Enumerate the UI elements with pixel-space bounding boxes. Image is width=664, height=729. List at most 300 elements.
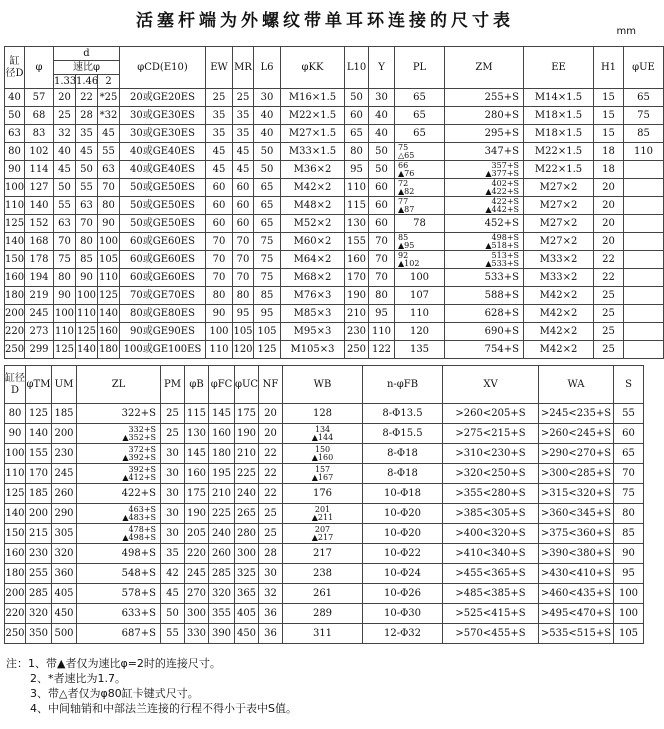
cell-zm	[445, 125, 524, 143]
cell-l6: 125	[254, 341, 281, 359]
table-row	[5, 564, 644, 584]
cell-d2: 110	[76, 305, 98, 323]
cell-wa: >430<410+S	[539, 564, 614, 584]
cell-zl	[77, 604, 161, 624]
cell-wb-line: 134	[314, 424, 331, 434]
cell-zm-line: ▲422+S	[485, 186, 519, 196]
cell-d3: 140	[98, 305, 120, 323]
cell-y: 40	[369, 125, 395, 143]
cell-zm	[445, 341, 524, 359]
cell-l10: 110	[345, 179, 369, 197]
cell-cd: 80或GE80ES	[120, 305, 206, 323]
cell-wa: >535<515+S	[539, 624, 614, 644]
cell-ue: 75	[624, 107, 664, 125]
cell-pl	[395, 323, 445, 341]
cell-pl	[395, 233, 445, 251]
cell-d1: 45	[54, 161, 76, 179]
cell-phi: 127	[25, 179, 54, 197]
table-row	[5, 107, 664, 125]
table-row	[5, 424, 644, 444]
cell-fb: 10-Φ24	[363, 564, 443, 584]
cell-phi: 219	[25, 287, 54, 305]
cell-l10: 190	[345, 287, 369, 305]
cell-pl-line: 107	[409, 290, 430, 301]
cell-zl-line: ▲412+S	[122, 472, 156, 482]
cell-d2: 63	[76, 197, 98, 215]
cell-zm-line: 498+S	[491, 232, 519, 242]
cell-tm: 185	[26, 484, 52, 504]
cell-l6: 75	[254, 251, 281, 269]
cell-nf: 20	[259, 404, 283, 424]
cell-b: 245	[185, 564, 209, 584]
cell-wa: >300<285+S	[539, 464, 614, 484]
cell-ee: M27×2	[524, 197, 594, 215]
cell-ee: M42×2	[524, 305, 594, 323]
cell-kk: M22×1.5	[281, 107, 345, 125]
cell-zl-line: ▲392+S	[122, 452, 156, 462]
cell-zl	[77, 624, 161, 644]
cell-zm-line: ▲518+S	[485, 240, 519, 250]
cell-zl	[77, 564, 161, 584]
cell-b: 300	[185, 604, 209, 624]
cell-d3: 80	[98, 197, 120, 215]
cell-y: 95	[369, 305, 395, 323]
cell-d1: 63	[54, 215, 76, 233]
cell-l10: 155	[345, 233, 369, 251]
cell-zm-line: 533+S	[484, 272, 519, 283]
cell-um: 360	[52, 564, 77, 584]
cell-d2: 140	[76, 341, 98, 359]
cell-pl-line: 120	[409, 326, 430, 337]
cell-um: 230	[52, 444, 77, 464]
cell-l10: 60	[345, 107, 369, 125]
cell-l6: 85	[254, 287, 281, 305]
cell-nf: 25	[259, 524, 283, 544]
cell-mr: 60	[233, 197, 254, 215]
cell-wb	[283, 604, 363, 624]
cell-fc: 210	[209, 484, 235, 504]
cell-pl	[395, 287, 445, 305]
cell-d3: 110	[98, 269, 120, 287]
cell-pl-line: 65	[413, 128, 426, 139]
table-row	[5, 604, 644, 624]
header-wa: WA	[539, 366, 614, 404]
cell-zm-line: ▲442+S	[485, 204, 519, 214]
cell-ee: M42×2	[524, 323, 594, 341]
cell-ee: M22×1.5	[524, 143, 594, 161]
cell-zl-line: 392+S	[128, 464, 156, 474]
cell-wb	[283, 544, 363, 564]
cell-cd: 100或GE100ES	[120, 341, 206, 359]
cell-cd: 60或GE60ES	[120, 269, 206, 287]
cell-kk: M105×3	[281, 341, 345, 359]
cell-cd: 50或GE50ES	[120, 215, 206, 233]
cell-d3: 100	[98, 233, 120, 251]
cell-b: 190	[185, 504, 209, 524]
cell-h1: 18	[594, 161, 624, 179]
cell-uc: 300	[235, 544, 259, 564]
cell-d3: 55	[98, 143, 120, 161]
cell-fc: 355	[209, 604, 235, 624]
cell-zl-line: 372+S	[128, 444, 156, 454]
cell-um: 260	[52, 484, 77, 504]
table-row	[5, 89, 664, 107]
cell-s: 80	[614, 504, 644, 524]
cell-bore: 125	[5, 484, 26, 504]
table-row	[5, 125, 664, 143]
cell-wb-line: 217	[312, 548, 333, 559]
cell-zm-line: ▲533+S	[485, 258, 519, 268]
table-row	[5, 484, 644, 504]
cell-phi: 57	[25, 89, 54, 107]
cell-s: 100	[614, 604, 644, 624]
cell-zl-line: 422+S	[121, 488, 156, 499]
cell-kk: M52×2	[281, 215, 345, 233]
cell-b: 145	[185, 444, 209, 464]
cell-fc: 225	[209, 504, 235, 524]
cell-zl	[77, 424, 161, 444]
cell-pm: 30	[161, 444, 185, 464]
cell-zm	[445, 179, 524, 197]
cell-pl-line: 72	[398, 178, 409, 188]
header-fb: n-φFB	[363, 366, 443, 404]
cell-fb: 8-Φ18	[363, 444, 443, 464]
cell-fc: 180	[209, 444, 235, 464]
cell-wb-line: ▲167	[311, 472, 334, 482]
cell-ee: M33×2	[524, 251, 594, 269]
cell-d1: 55	[54, 197, 76, 215]
cell-l6: 40	[254, 107, 281, 125]
dimension-table-lower	[4, 365, 644, 644]
cell-s: 85	[614, 524, 644, 544]
cell-ee: M18×1.5	[524, 107, 594, 125]
header-ratio-2: 1.46	[76, 76, 99, 87]
cell-pm: 50	[161, 604, 185, 624]
cell-d1: 90	[54, 287, 76, 305]
header-speed-ratio: 速比φ	[54, 61, 120, 75]
cell-d3: 63	[98, 161, 120, 179]
cell-zm	[445, 287, 524, 305]
cell-pm: 42	[161, 564, 185, 584]
cell-cd: 90或GE90ES	[120, 323, 206, 341]
cell-y: 50	[369, 161, 395, 179]
note-1: 注：1、带▲者仅为速比φ=2时的连接尺寸。	[6, 657, 221, 670]
header-phi: φ	[25, 47, 54, 89]
header-bore-2: 缸径D	[5, 366, 26, 404]
cell-ue	[624, 251, 664, 269]
cell-nf: 25	[259, 504, 283, 524]
cell-wb-line: 311	[312, 628, 333, 639]
cell-fc: 285	[209, 564, 235, 584]
cell-phi: 273	[25, 323, 54, 341]
cell-zm	[445, 161, 524, 179]
cell-pl	[395, 341, 445, 359]
cell-ue	[624, 323, 664, 341]
cell-pm: 45	[161, 584, 185, 604]
cell-wb	[283, 404, 363, 424]
cell-ew: 45	[206, 161, 233, 179]
cell-tm: 155	[26, 444, 52, 464]
cell-zm	[445, 269, 524, 287]
cell-tm: 285	[26, 584, 52, 604]
cell-wa: >260<245+S	[539, 424, 614, 444]
cell-pl-line: 66	[398, 160, 409, 170]
cell-ew: 60	[206, 197, 233, 215]
cell-nf: 20	[259, 424, 283, 444]
cell-uc: 240	[235, 484, 259, 504]
cell-tm: 230	[26, 544, 52, 564]
cell-pl-line: 85	[398, 232, 409, 242]
cell-s: 70	[614, 464, 644, 484]
cell-nf: 32	[259, 584, 283, 604]
cell-ue	[624, 215, 664, 233]
cell-bore: 160	[5, 269, 25, 287]
cell-ew: 45	[206, 143, 233, 161]
cell-pl	[395, 197, 445, 215]
cell-d3: *32	[98, 107, 120, 125]
cell-zl-line: 687+S	[121, 628, 156, 639]
cell-cd: 50或GE50ES	[120, 179, 206, 197]
header-wb: WB	[283, 366, 363, 404]
cell-um: 185	[52, 404, 77, 424]
header-pm: PM	[161, 366, 185, 404]
cell-d2: 50	[76, 161, 98, 179]
cell-h1: 25	[594, 341, 624, 359]
cell-zl-line: 332+S	[128, 424, 156, 434]
cell-mr: 60	[233, 215, 254, 233]
notes	[6, 656, 297, 716]
cell-xv: >485<385+S	[443, 584, 539, 604]
cell-s: 65	[614, 444, 644, 464]
cell-ew: 35	[206, 125, 233, 143]
cell-phi: 299	[25, 341, 54, 359]
cell-mr: 70	[233, 251, 254, 269]
cell-s: 60	[614, 424, 644, 444]
header-zm: ZM	[445, 47, 524, 89]
cell-l6: 95	[254, 305, 281, 323]
note-2: 2、*者速比为1.7。	[30, 672, 126, 685]
cell-tm: 255	[26, 564, 52, 584]
cell-tm: 215	[26, 524, 52, 544]
cell-d3: *25	[98, 89, 120, 107]
header-l6: L6	[254, 47, 281, 89]
cell-pm: 30	[161, 484, 185, 504]
cell-d3: 105	[98, 251, 120, 269]
cell-cd: 60或GE60ES	[120, 251, 206, 269]
cell-nf: 22	[259, 464, 283, 484]
cell-xv: >525<415+S	[443, 604, 539, 624]
cell-mr: 35	[233, 107, 254, 125]
table-row	[5, 143, 664, 161]
cell-zl-line: 633+S	[121, 608, 156, 619]
table-row	[5, 269, 664, 287]
cell-pm: 30	[161, 504, 185, 524]
cell-fb: 10-Φ26	[363, 584, 443, 604]
header-ratio-1: 1.33	[54, 76, 77, 87]
cell-xv: >400<320+S	[443, 524, 539, 544]
header-tm: φTM	[26, 366, 52, 404]
header-h1: H1	[594, 47, 624, 89]
cell-uc: 210	[235, 444, 259, 464]
cell-pl-line: △65	[398, 150, 415, 160]
cell-fb: 10-Φ18	[363, 484, 443, 504]
cell-wb-line: 150	[314, 444, 331, 454]
cell-d3: 90	[98, 215, 120, 233]
cell-kk: M95×3	[281, 323, 345, 341]
cell-d1: 125	[54, 341, 76, 359]
table-row	[5, 233, 664, 251]
cell-pl-line: 100	[409, 272, 430, 283]
cell-l6: 65	[254, 215, 281, 233]
cell-xv: >385<305+S	[443, 504, 539, 524]
cell-ue	[624, 179, 664, 197]
table-row	[5, 524, 644, 544]
cell-mr: 70	[233, 269, 254, 287]
cell-kk: M64×2	[281, 251, 345, 269]
cell-y: 70	[369, 251, 395, 269]
header-bore: 缸径D	[5, 47, 25, 89]
cell-d1: 20	[54, 89, 76, 107]
cell-bore: 180	[5, 287, 25, 305]
cell-wb	[283, 424, 363, 444]
table-row	[5, 161, 664, 179]
cell-ew: 80	[206, 287, 233, 305]
cell-zl-line: 548+S	[121, 568, 156, 579]
table-row	[5, 464, 644, 484]
cell-pm: 30	[161, 464, 185, 484]
cell-pl	[395, 143, 445, 161]
cell-pm: 30	[161, 524, 185, 544]
cell-ee: M27×2	[524, 179, 594, 197]
cell-phi: 194	[25, 269, 54, 287]
cell-cd: 30或GE30ES	[120, 125, 206, 143]
cell-l6: 75	[254, 233, 281, 251]
cell-wa: >375<360+S	[539, 524, 614, 544]
cell-kk: M27×1.5	[281, 125, 345, 143]
cell-cd: 40或GE40ES	[120, 161, 206, 179]
cell-d1: 70	[54, 233, 76, 251]
cell-xv: >310<230+S	[443, 444, 539, 464]
cell-tm: 320	[26, 604, 52, 624]
cell-uc: 190	[235, 424, 259, 444]
cell-zm	[445, 233, 524, 251]
cell-zm	[445, 143, 524, 161]
cell-ee: M14×1.5	[524, 89, 594, 107]
dimension-table-upper	[4, 46, 664, 359]
cell-um: 305	[52, 524, 77, 544]
cell-l6: 40	[254, 125, 281, 143]
cell-zl-line: ▲483+S	[122, 512, 156, 522]
cell-ue: 110	[624, 143, 664, 161]
cell-bore: 140	[5, 504, 26, 524]
table-row	[5, 287, 664, 305]
cell-xv: >320<250+S	[443, 464, 539, 484]
cell-b: 220	[185, 544, 209, 564]
header-d: d	[54, 47, 120, 61]
cell-y: 30	[369, 89, 395, 107]
cell-b: 160	[185, 464, 209, 484]
header-mr: MR	[233, 47, 254, 89]
cell-fb: 8-Φ15.5	[363, 424, 443, 444]
cell-bore: 90	[5, 161, 25, 179]
cell-pl-line: ▲82	[398, 186, 415, 196]
cell-pl	[395, 89, 445, 107]
cell-l6: 50	[254, 143, 281, 161]
cell-cd: 40或GE40ES	[120, 143, 206, 161]
cell-cd: 70或GE70ES	[120, 287, 206, 305]
cell-uc: 175	[235, 404, 259, 424]
cell-pl	[395, 305, 445, 323]
cell-ue	[624, 161, 664, 179]
cell-uc: 280	[235, 524, 259, 544]
table-row	[5, 305, 664, 323]
cell-d1: 50	[54, 179, 76, 197]
cell-ee: M22×1.5	[524, 161, 594, 179]
cell-ue: 85	[624, 125, 664, 143]
cell-kk: M33×1.5	[281, 143, 345, 161]
cell-bore: 125	[5, 215, 25, 233]
table-row	[5, 251, 664, 269]
cell-wb	[283, 504, 363, 524]
cell-wb-line: ▲160	[311, 452, 334, 462]
header-xv: XV	[443, 366, 539, 404]
header-y: Y	[369, 47, 395, 89]
cell-d1: 100	[54, 305, 76, 323]
cell-cd: 60或GE60ES	[120, 233, 206, 251]
cell-ee: M18×1.5	[524, 125, 594, 143]
cell-h1: 25	[594, 287, 624, 305]
cell-pl	[395, 125, 445, 143]
cell-zl	[77, 544, 161, 564]
table-row	[5, 624, 644, 644]
cell-zm	[445, 89, 524, 107]
cell-fb: 10-Φ22	[363, 544, 443, 564]
cell-d2: 125	[76, 323, 98, 341]
header-ue: φUE	[624, 47, 664, 89]
cell-cd: 30或GE30ES	[120, 107, 206, 125]
cell-bore: 160	[5, 544, 26, 564]
cell-zm-line: 588+S	[484, 290, 519, 301]
cell-h1: 20	[594, 233, 624, 251]
cell-kk: M76×3	[281, 287, 345, 305]
cell-d2: 45	[76, 143, 98, 161]
cell-pm: 25	[161, 424, 185, 444]
cell-zl	[77, 584, 161, 604]
cell-zm-line: 422+S	[491, 196, 519, 206]
cell-pl-line: 135	[409, 344, 430, 355]
cell-zm-line: 295+S	[484, 128, 519, 139]
cell-s: 95	[614, 564, 644, 584]
cell-um: 245	[52, 464, 77, 484]
cell-nf: 28	[259, 544, 283, 564]
cell-zl	[77, 464, 161, 484]
cell-pl-line: 78	[413, 218, 426, 229]
cell-b: 330	[185, 624, 209, 644]
cell-bore: 80	[5, 143, 25, 161]
cell-d2: 22	[76, 89, 98, 107]
cell-kk: M60×2	[281, 233, 345, 251]
cell-nf: 22	[259, 484, 283, 504]
cell-uc: 265	[235, 504, 259, 524]
cell-mr: 45	[233, 143, 254, 161]
cell-ee: M33×2	[524, 269, 594, 287]
cell-zm	[445, 197, 524, 215]
cell-wa: >315<320+S	[539, 484, 614, 504]
cell-h1: 15	[594, 107, 624, 125]
cell-wa: >495<470+S	[539, 604, 614, 624]
table-row	[5, 341, 664, 359]
cell-zl	[77, 504, 161, 524]
